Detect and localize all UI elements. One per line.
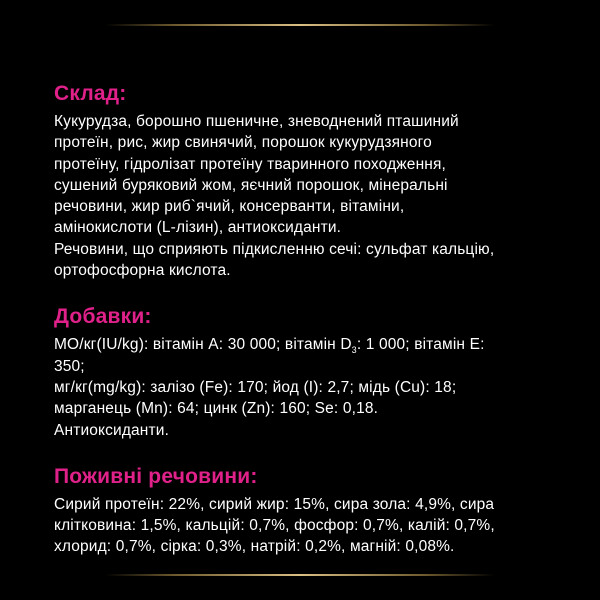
nutrients-text xyxy=(54,494,574,558)
composition-text xyxy=(54,111,574,281)
vitamin-d-subscript: 3 xyxy=(351,345,357,356)
additives-title: Добавки: xyxy=(54,305,152,329)
top-gold-divider xyxy=(105,24,495,26)
product-info xyxy=(54,82,574,582)
composition-line: Речовини, що сприяють підкисленню сечі: сульфат кальцію, xyxy=(54,240,495,258)
vitamins-prefix: МО/кг(IU/kg): вітамін А: 30 000; вітамін D xyxy=(54,336,352,354)
composition-title: Склад: xyxy=(54,82,127,105)
composition-line: сушений буряковий жом, яєчний порошок, мінеральні xyxy=(54,176,448,194)
composition-line: Кукурудза, борошно пшеничне, зневоднений пташиний xyxy=(54,113,459,130)
composition-line: протеїн, рис, жир свинячий, порошок кукурудзяного xyxy=(54,134,432,152)
composition-line: протеїну, гідролізат протеїну тваринного походження, xyxy=(54,155,446,173)
nutrients-section xyxy=(54,465,574,558)
additives-line: 350; xyxy=(54,357,85,375)
nutrients-line: Сирий протеїн: 22%, сирий жир: 15%, сира зола: 4,9%, сира xyxy=(54,495,495,513)
additives-line: марганець (Mn): 64; цинк (Zn): 160; Se: 0,18. xyxy=(54,400,379,418)
composition-line: амінокислоти (L-лізин), антиоксиданти. xyxy=(54,219,342,237)
additives-line: мг/кг(mg/kg): залізо (Fe): 170; йод (I): 2,7; мідь (Cu): 18; xyxy=(54,378,457,396)
composition-line: речовини, жир риб`ячий, консерванти, вітаміни, xyxy=(54,198,405,216)
nutrients-line: хлорид: 0,7%, сірка: 0,3%, натрій: 0,2%, магній: 0,08%. xyxy=(54,538,455,556)
nutrients-title: Поживні речовини: xyxy=(54,464,258,488)
composition-section xyxy=(54,82,574,281)
composition-line: ортофосфорна кислота. xyxy=(54,262,231,280)
additives-line: Антиоксиданти. xyxy=(54,421,170,439)
additives-text xyxy=(54,334,574,440)
additives-section xyxy=(54,305,574,440)
vitamins-suffix: : 1 000; вітамін Е: xyxy=(356,336,485,354)
bottom-gold-divider xyxy=(105,574,495,576)
additives-line xyxy=(54,336,485,356)
nutrients-line: клітковина: 1,5%, кальцій: 0,7%, фосфор: 0,7%, калій: 0,7%, xyxy=(54,517,495,535)
